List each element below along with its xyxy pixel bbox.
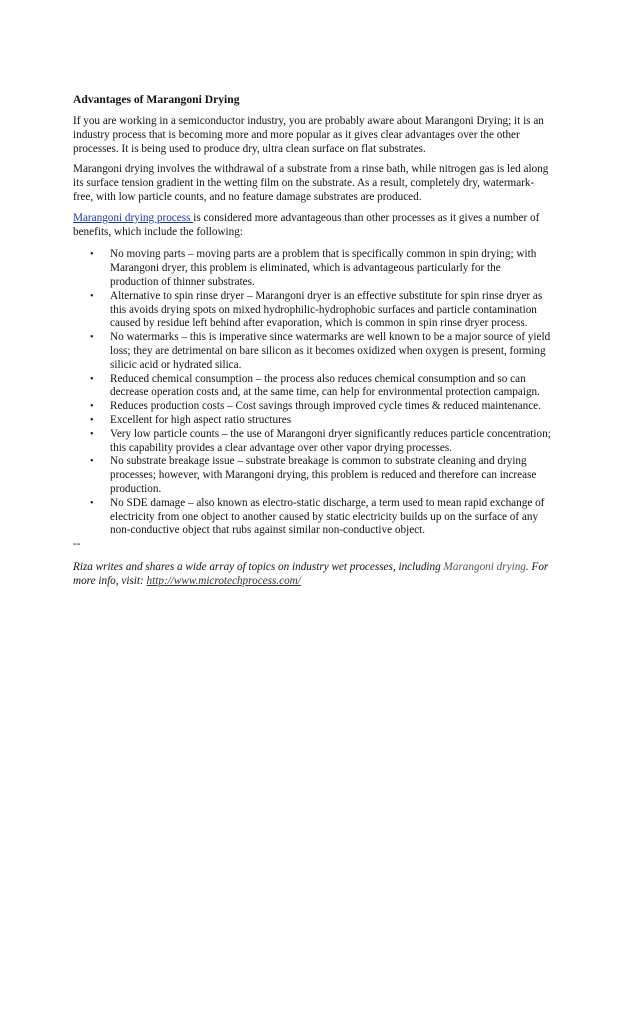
list-item <box>90 413 551 428</box>
list-item <box>90 331 551 372</box>
list-item <box>90 496 551 538</box>
list-item-text: No SDE damage – also known as electro-static discharge, a term used to mean rapid exchange of electricity from one object to another caused by static electricity builds up on the surface of any non-conductive object that rubs against similar non-conductive object. <box>110 496 545 537</box>
footer-text-before: Riza writes and shares a wide array of topics on industry wet processes, including <box>73 560 444 573</box>
document-title: Advantages of Marangoni Drying <box>73 93 240 106</box>
benefits-intro-text: is considered more advantageous than other processes as it gives a number of benefits, which include the following: <box>73 211 540 238</box>
list-item <box>90 455 551 496</box>
list-item-text: Reduced chemical consumption – the process also reduces chemical consumption and so can decrease operation costs and, at the same time, can help for environmental protection campaign. <box>110 372 540 399</box>
paragraph-intro: If you are working in a semiconductor industry, you are probably aware about Marangoni Drying; it is an industry process that is becoming more and more popular as it gives clear advantages over the other processes. It is being used to produce dry, ultra clean surface on flat substrates. <box>73 115 544 155</box>
list-item-text: Alternative to spin rinse dryer – Marangoni dryer is an effective substitute for spin rinse dryer as this avoids drying spots on mixed hydrophilic-hydrophobic surfaces and particle contamination caused by residue left behind after evaporation, which is common in spin rinse dryer process. <box>110 289 543 330</box>
paragraph-benefits-intro <box>73 212 551 240</box>
list-item-text: Excellent for high aspect ratio structures <box>110 413 292 426</box>
list-item <box>90 427 551 456</box>
document-page <box>73 93 551 589</box>
list-item <box>90 289 551 331</box>
list-item <box>90 400 551 414</box>
list-item-text: No substrate breakage issue – substrate breakage is common to substrate cleaning and drying processes; however, with Marangoni drying, this problem is reduced and therefore can increase production. <box>110 455 537 495</box>
bullet-icon: • <box>90 401 94 413</box>
list-item <box>90 248 551 289</box>
bullet-icon: • <box>90 290 94 302</box>
bullet-icon: • <box>90 428 94 440</box>
list-item-text: Very low particle counts – the use of Marangoni dryer significantly reduces particle concentration; this capability provides a clear advantage over other vapor drying processes. <box>110 427 551 454</box>
list-item-text: Reduces production costs – Cost savings through improved cycle times & reduced maintenance. <box>110 400 541 413</box>
marangoni-process-link[interactable]: Marangoni drying process <box>73 211 194 224</box>
list-item-text: No watermarks – this is imperative since watermarks are well known to be a major source of yield loss; they are detrimental on bare silicon as it becomes oxidized when oxygen is present, forming silicic acid or hydrated silica. <box>110 331 551 371</box>
bullet-icon: • <box>90 497 94 509</box>
footer-text-middle: . For more info, visit: <box>73 560 549 587</box>
bullet-icon: • <box>90 373 94 385</box>
separator: -- <box>73 538 81 551</box>
bullet-icon: • <box>90 414 94 426</box>
bullet-icon: • <box>90 249 94 261</box>
paragraph-process: Marangoni drying involves the withdrawal of a substrate from a rinse bath, while nitrogen gas is led along its surface tension gradient in the wetting film on the substrate. As a result, completely dry, watermark-free, with low particle counts, and no feature damage substrates are produced. <box>73 163 549 203</box>
bullet-icon: • <box>90 456 94 468</box>
footer-url-link[interactable]: http://www.microtechprocess.com/ <box>146 574 301 587</box>
bullet-icon: • <box>90 332 94 344</box>
list-item <box>90 372 551 401</box>
list-item-text: No moving parts – moving parts are a problem that is specifically common in spin drying; with Marangoni dryer, this problem is eliminated, which is advantageous particularly for the production of thinner substrates. <box>110 248 537 288</box>
author-footer <box>73 561 551 589</box>
footer-marangoni-link[interactable]: Marangoni drying <box>443 560 526 573</box>
benefits-list <box>73 248 551 538</box>
